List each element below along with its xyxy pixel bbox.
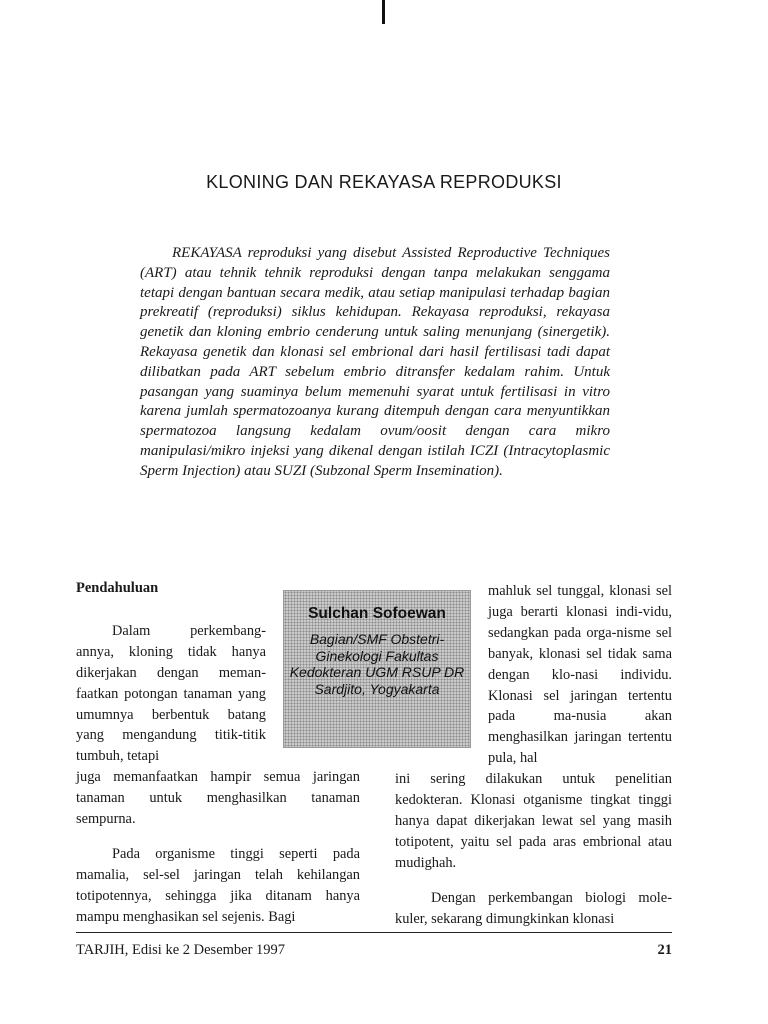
page-number: 21 <box>657 942 672 958</box>
footer-journal: TARJIH, Edisi ke 2 Desember 1997 <box>76 942 286 958</box>
footer-rule <box>76 932 672 933</box>
abstract-text: REKAYASA reproduksi yang disebut Assisted Reproductive Techniques (ART) atau tehnik tehnik reproduksi dengan tanpa melakukan senggama tetapi dengan bantuan secara medik, atau setiap manipulasi terhadap bagian prekreatif (reproduksi) siklus kehidupan. Rekayasa reproduksi, rekayasa genetik dan kloning embrio cenderung untuk saling menunjang (sinergetik). Rekayasa genetik dan klonasi sel embrional dari hasil fertilisasi tadi dapat dilibatkan pada ART sebelum embrio ditransfer kedalam rahim. Untuk pasangan yang suaminya belum memenuhi syarat untuk fertilisasi in vitro karena jumlah spermatozoanya kurang ditempuh dengan cara menyuntikkan spermatozoa langsung kedalam ovum/oosit dengan cara mikro manipulasi/mikro injeksi yang dikenal dengan istilah ICZI (Intracytoplasmic Sperm Injection) atau SUZI (Subzonal Sperm Insemination). <box>140 245 610 479</box>
left-paragraph-1-continued: juga memanfaatkan hampir semua jaringan tanaman untuk menghasilkan tanaman sempurna. <box>76 769 360 828</box>
left-paragraph-2: Pada organisme tinggi seperti pada mamalia, sel-sel jaringan telah kehilangan totipotennya, sehingga jika ditanam hanya mampu menghasikan sel sejenis. Bagi <box>76 845 360 925</box>
article-title: KLONING DAN REKAYASA REPRODUKSI <box>206 172 562 192</box>
right-paragraph-2: Dengan perkembangan biologi mole-kuler, sekarang dimungkinkan klonasi <box>395 889 672 927</box>
right-column <box>395 581 672 930</box>
right-paragraph-1-wrapped: mahluk sel tunggal, klonasi sel juga berarti klonasi indi-vidu, sedangkan pada orga-nisme sel banyak, klonasi sel tidak sama dengan klo-nasi individu. Klonasi sel jaringan tertentu pada ma-nusia akan menghasilkan jaringan tertentu pula, hal <box>488 583 672 767</box>
abstract <box>140 244 610 482</box>
left-paragraph-1-wrapped: Dalam perkembang-annya, kloning tidak hanya dikerjakan dengan meman-faatkan potongan tanaman yang umumnya berbentuk batang yang mengandung titik-titik tumbuh, tetapi <box>76 622 266 765</box>
author-name: Sulchan Sofoewan <box>308 605 446 622</box>
section-heading: Pendahuluan <box>76 580 159 596</box>
right-paragraph-1-continued: ini sering dilakukan untuk penelitian kedokteran. Klonasi otganisme tingkat tinggi hanya dapat dikerjakan lewat sel yang masih totipotent, yaitu sel pada aras embrional atau mudighah. <box>395 771 672 871</box>
author-affiliation: Bagian/SMF Obstetri-Ginekologi Fakultas Kedokteran UGM RSUP DR Sardjito, Yogyakarta <box>289 631 465 697</box>
top-edge-mark <box>382 0 385 24</box>
